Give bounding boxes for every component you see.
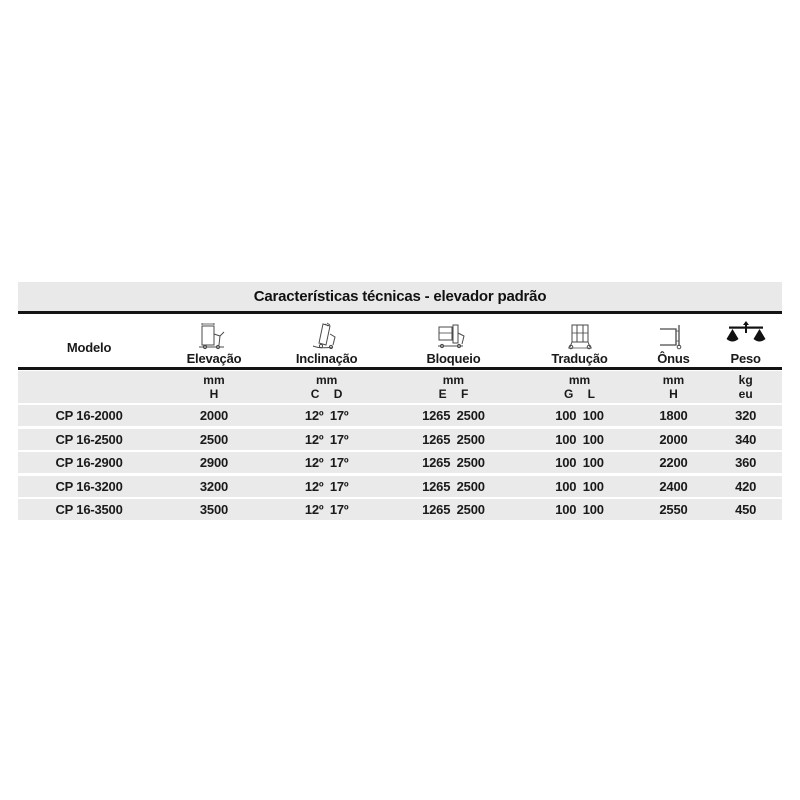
units-cell-modelo: [18, 371, 160, 403]
value-cell-inclinacao: [268, 429, 386, 450]
model-cell: [18, 452, 160, 473]
table-row: [18, 452, 782, 473]
stacker-front-icon: [559, 321, 601, 351]
value-text: 12º 17º: [304, 478, 349, 494]
value-text: 1265 2500: [422, 478, 485, 494]
value-text: 100 100: [555, 502, 604, 517]
value-cell-bloqueio: [385, 476, 521, 497]
value-text: 1265 2500: [422, 408, 485, 423]
model-name: CP 16-3500: [55, 502, 123, 517]
value-cell-peso: [709, 429, 782, 450]
data-rows: [18, 405, 782, 520]
units-cell-peso: [709, 371, 782, 403]
value-cell-onus: [638, 476, 710, 497]
value-cell-traducao: [521, 452, 637, 473]
value-cell-elevacao: [160, 452, 268, 473]
value-cell-traducao: [521, 499, 637, 520]
column-label-bloqueio: Bloqueio: [426, 351, 481, 366]
value-cell-peso: [709, 476, 782, 497]
model-cell: [18, 429, 160, 450]
value-text: 100 100: [555, 478, 604, 494]
dimension-letters: eu: [738, 386, 753, 401]
value-cell-onus: [638, 499, 710, 520]
value-text: 2500: [199, 431, 229, 447]
model-cell: [18, 499, 160, 520]
fork-profile-icon: [652, 321, 694, 351]
dimension-letters: C D: [310, 386, 343, 401]
value-text: 1800: [659, 408, 688, 423]
value-cell-elevacao: [160, 476, 268, 497]
unit-label: mm: [568, 372, 591, 387]
value-text: 450: [735, 502, 757, 517]
modelo-header-label: Modelo: [66, 340, 112, 355]
value-cell-peso: [709, 499, 782, 520]
column-label-elevacao: Elevação: [186, 351, 242, 366]
model-cell: [18, 405, 160, 426]
value-text: 1265 2500: [422, 455, 485, 470]
column-label-traducao: Tradução: [551, 351, 608, 366]
value-text: 100 100: [555, 455, 604, 470]
unit-label: mm: [442, 372, 465, 387]
table-title: Características técnicas - elevador padrão: [253, 288, 547, 305]
value-cell-onus: [638, 452, 710, 473]
table-row: [18, 499, 782, 520]
table-title-bar: [18, 282, 782, 311]
units-cell-bloqueio: [385, 371, 521, 403]
value-cell-elevacao: [160, 405, 268, 426]
value-cell-elevacao: [160, 429, 268, 450]
value-text: 12º 17º: [304, 408, 349, 423]
stacker-tilted-icon: [306, 321, 348, 351]
model-name: CP 16-3200: [55, 478, 123, 494]
unit-label: kg: [738, 372, 753, 387]
column-label-peso: Peso: [730, 351, 761, 366]
value-text: 12º 17º: [304, 455, 349, 470]
model-name: CP 16-2500: [55, 431, 123, 447]
balance-scale-icon: [724, 321, 768, 351]
unit-label: mm: [315, 372, 338, 387]
dimension-letters: H: [209, 386, 219, 401]
dimension-letters: E F: [438, 386, 469, 401]
stacker-raised-icon: [193, 321, 235, 351]
value-text: 100 100: [555, 431, 604, 447]
column-label-onus: Ônus: [657, 351, 690, 366]
unit-label: mm: [662, 372, 685, 387]
value-cell-inclinacao: [268, 405, 386, 426]
units-cell-traducao: [521, 371, 637, 403]
column-header-bloqueio: [385, 314, 521, 367]
value-text: 12º 17º: [304, 431, 349, 447]
stacker-load-icon: [432, 321, 474, 351]
value-text: 320: [735, 408, 757, 423]
units-row: [18, 371, 782, 403]
value-cell-bloqueio: [385, 499, 521, 520]
column-header-modelo: [18, 314, 160, 367]
model-name: CP 16-2900: [55, 455, 123, 470]
column-label-inclinacao: Inclinação: [295, 351, 358, 366]
value-text: 2200: [659, 455, 688, 470]
value-cell-peso: [709, 405, 782, 426]
value-cell-bloqueio: [385, 429, 521, 450]
value-cell-inclinacao: [268, 476, 386, 497]
table-row: [18, 476, 782, 497]
value-text: 12º 17º: [304, 502, 349, 517]
value-text: 100 100: [555, 408, 604, 423]
column-header-traducao: [521, 314, 637, 367]
units-cell-onus: [638, 371, 710, 403]
column-header-elevacao: [160, 314, 268, 367]
value-cell-inclinacao: [268, 452, 386, 473]
value-cell-onus: [638, 405, 710, 426]
column-header-inclinacao: [268, 314, 386, 367]
dimension-letters: G L: [564, 386, 595, 401]
value-cell-traducao: [521, 476, 637, 497]
value-text: 2000: [199, 408, 229, 423]
value-text: 340: [735, 431, 757, 447]
value-cell-inclinacao: [268, 499, 386, 520]
value-cell-traducao: [521, 429, 637, 450]
value-cell-peso: [709, 452, 782, 473]
value-text: 2000: [659, 431, 688, 447]
value-text: 360: [735, 455, 757, 470]
value-text: 3200: [199, 478, 229, 494]
value-text: 420: [735, 478, 757, 494]
table-row: [18, 429, 782, 450]
column-header-onus: [638, 314, 710, 367]
value-text: 1265 2500: [422, 502, 485, 517]
units-cell-elevacao: [160, 371, 268, 403]
model-cell: [18, 476, 160, 497]
value-text: 3500: [199, 502, 229, 517]
value-cell-bloqueio: [385, 405, 521, 426]
value-cell-onus: [638, 429, 710, 450]
value-text: 1265 2500: [422, 431, 485, 447]
value-cell-bloqueio: [385, 452, 521, 473]
model-name: CP 16-2000: [55, 408, 123, 423]
header-row: [18, 314, 782, 367]
value-cell-elevacao: [160, 499, 268, 520]
value-text: 2400: [659, 478, 688, 494]
unit-label: mm: [203, 372, 225, 387]
column-header-peso: [709, 314, 782, 367]
technical-spec-table: [18, 282, 782, 520]
value-cell-traducao: [521, 405, 637, 426]
value-text: 2900: [199, 455, 229, 470]
value-text: 2550: [659, 502, 688, 517]
units-cell-inclinacao: [268, 371, 386, 403]
table-row: [18, 405, 782, 426]
dimension-letters: H: [669, 386, 678, 401]
